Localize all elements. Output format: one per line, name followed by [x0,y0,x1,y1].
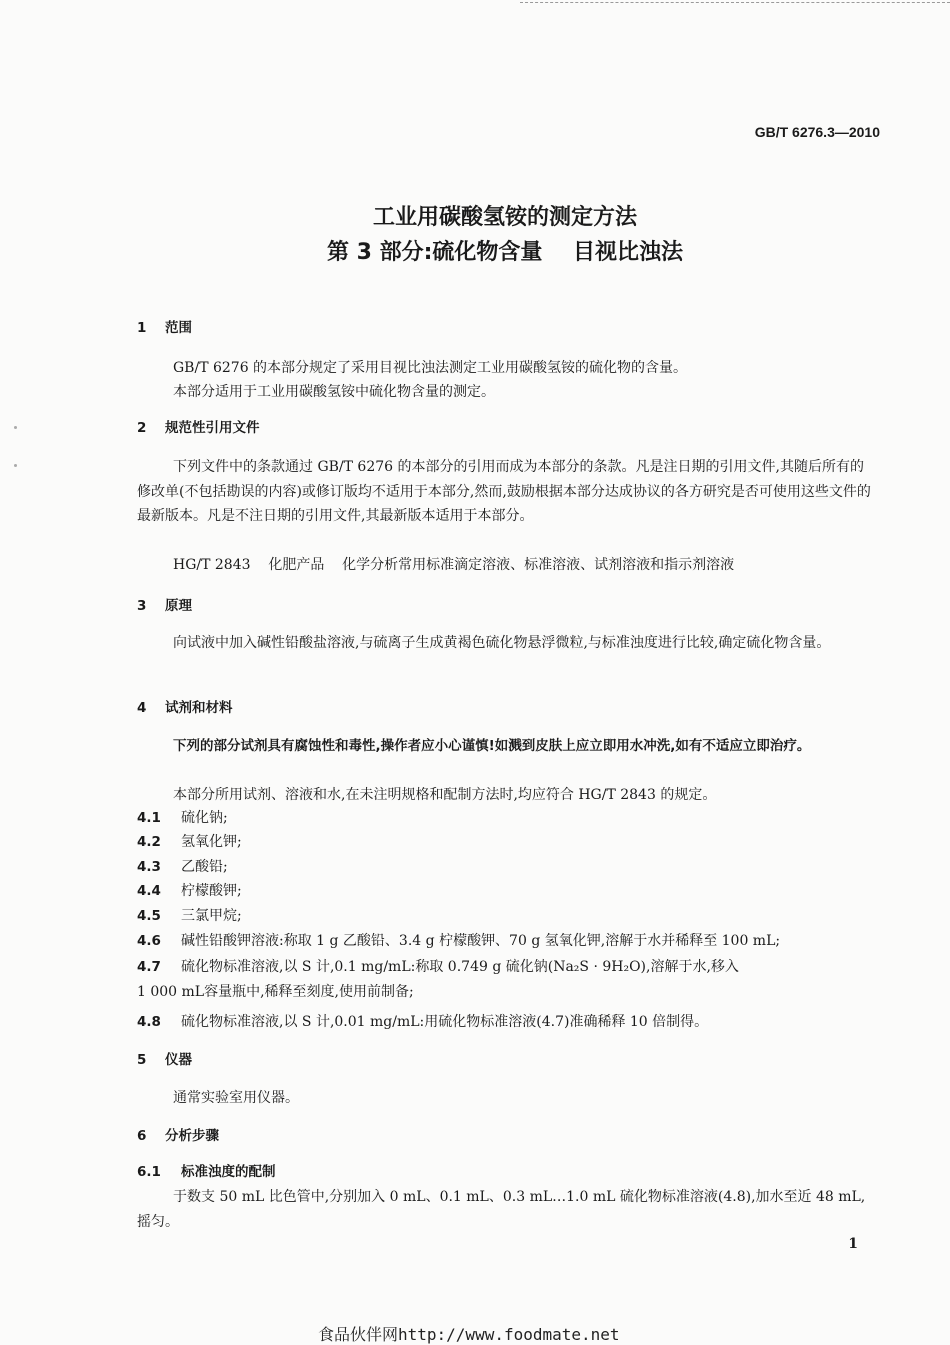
scan-speck [14,426,17,429]
document-subtitle: 第 3 部分:硫化物含量 目视比浊法 [326,240,684,265]
paragraph: 本部分适用于工业用碳酸氢铵中硫化物含量的测定。 [173,384,495,400]
paragraph: GB/T 6276 的本部分规定了采用目视比浊法测定工业用碳酸氢铵的硫化物的含量。 [173,360,688,376]
document-title: 工业用碳酸氢铵的测定方法 [372,205,637,230]
paragraph: 下列文件中的条款通过 GB/T 6276 的本部分的引用而成为本部分的条款。凡是注日期的引用文件,其随后所有的修改单(不包括勘误的内容)或修订版均不适用于本部分,然而,鼓励根据本部分达成协议的各方研究是否可使用这些文件的最新版本。凡是不注日期的引用文件,其最新版本适用于本部分。 [137,459,871,524]
list-item: 4.7 硫化物标准溶液,以 S 计,0.1 mg/mL:称取 0.749 g 硫化钠(Na₂S · 9H₂O),溶解于水,移入 [137,959,739,975]
paragraph: 通常实验室用仪器。 [173,1090,299,1106]
paragraph: 向试液中加入碱性铅酸盐溶液,与硫离子生成黄褐色硫化物悬浮微粒,与标准浊度进行比较,确定硫化物含量。 [173,635,831,651]
list-item-continuation: 1 000 mL容量瓶中,稀释至刻度,使用前制备; [137,984,414,1000]
top-edge-rule [520,2,950,3]
section-heading: 1 范围 [137,320,192,336]
section-heading: 5 仪器 [137,1052,192,1068]
list-item: 4.1 硫化钠; [137,810,228,826]
list-item: 4.8 硫化物标准溶液,以 S 计,0.01 mg/mL:用硫化物标准溶液(4.7)准确稀释 10 倍制得。 [137,1014,709,1030]
page-number: 1 [848,1236,858,1252]
subsection-heading: 6.1 标准浊度的配制 [137,1164,276,1180]
safety-warning: 下列的部分试剂具有腐蚀性和毒性,操作者应小心谨慎!如溅到皮肤上应立即用水冲洗,如有不适应立即治疗。 [173,738,811,754]
list-item: 4.3 乙酸铅; [137,859,228,875]
scan-speck [14,464,17,467]
section-heading: 4 试剂和材料 [137,700,233,716]
normative-reference: HG/T 2843 化肥产品 化学分析常用标准滴定溶液、标准溶液、试剂溶液和指示剂溶液 [173,557,735,573]
paragraph: 本部分所用试剂、溶液和水,在未注明规格和配制方法时,均应符合 HG/T 2843 的规定。 [173,787,717,803]
list-item: 4.4 柠檬酸钾; [137,883,242,899]
standard-number: GB/T 6276.3—2010 [754,124,880,140]
footer-watermark: 食品伙伴网http://www.foodmate.net [318,1325,620,1344]
paragraph: 于数支 50 mL 比色管中,分别加入 0 mL、0.1 mL、0.3 mL…1.0 mL 硫化物标准溶液(4.8),加水至近 48 mL,摇匀。 [137,1189,866,1230]
list-item: 4.6 碱性铅酸钾溶液:称取 1 g 乙酸铅、3.4 g 柠檬酸钾、70 g 氢氧化钾,溶解于水并稀释至 100 mL; [137,933,781,949]
section-heading: 6 分析步骤 [137,1128,219,1144]
list-item: 4.2 氢氧化钾; [137,834,242,850]
list-item: 4.5 三氯甲烷; [137,908,242,924]
section-heading: 2 规范性引用文件 [137,420,260,436]
section-heading: 3 原理 [137,598,192,614]
